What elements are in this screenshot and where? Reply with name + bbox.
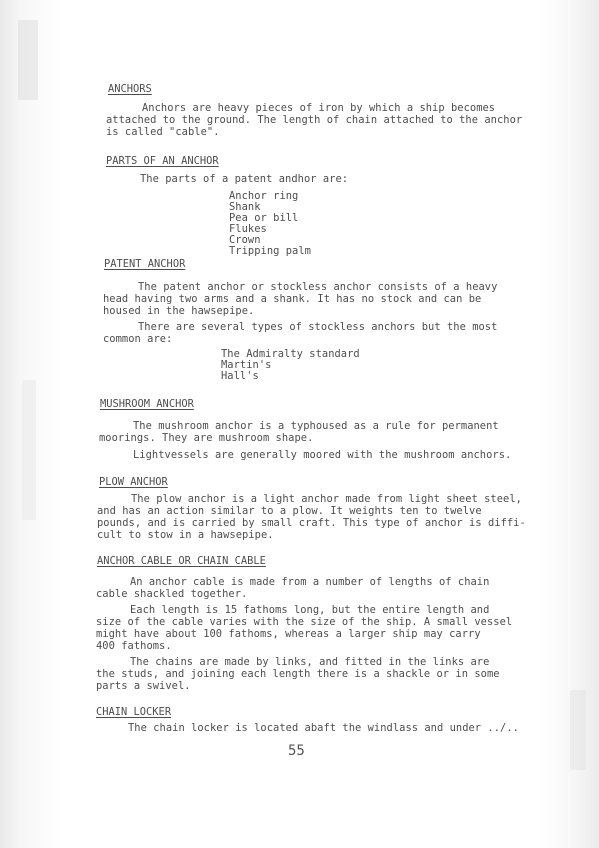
paragraph-line: size of the cable varies with the size of the ship. A small vessel [96,616,513,628]
stockless-type-item: Hall's [221,370,259,382]
parts-list-item: Flukes [229,223,267,235]
paragraph-line: moorings. They are mushroom shape. [99,432,314,444]
paragraph-line: The chains are made by links, and fitted in the links are [130,656,490,668]
paragraph-line: and has an action similar to a plow. It weights ten to twelve [97,505,482,517]
stockless-type-item: The Admiralty standard [221,348,360,360]
paragraph-line: cable shackled together. [96,588,248,600]
paragraph-line: parts a swivel. [96,680,191,692]
paragraph-line: The plow anchor is a light anchor made from light sheet steel, [131,493,522,505]
paragraph-line: The mushroom anchor is a typhoused as a rule for permanent [133,420,499,432]
paragraph-line: the studs, and joining each length there is a shackle or in some [96,668,500,680]
paragraph-line: The chain locker is located abaft the windlass and under ../.. [128,722,519,734]
parts-list-item: Shank [229,201,261,213]
parts-list-item: Crown [229,234,261,246]
heading-anchor-cable: ANCHOR CABLE OR CHAIN CABLE [97,555,266,567]
paragraph-line: head having two arms and a shank. It has no stock and can be [103,293,482,305]
paragraph-line: pounds, and is carried by small craft. This type of anchor is diffi- [97,517,526,529]
paragraph-line: The patent anchor or stockless anchor consists of a heavy [138,281,498,293]
paragraph-line: Each length is 15 fathoms long, but the entire length and [130,604,490,616]
paragraph-line: housed in the hawsepipe. [103,305,255,317]
parts-list-item: Pea or bill [229,212,299,224]
heading-mushroom-anchor: MUSHROOM ANCHOR [100,398,194,410]
paragraph-line: cult to stow in a hawsepipe. [97,529,274,541]
paragraph-line: might have about 100 fathoms, whereas a larger ship may carry [96,628,481,640]
page-number: 55 [288,743,305,759]
paragraph-line: Anchors are heavy pieces of iron by which a ship becomes [142,102,496,114]
paragraph-line: 400 fathoms. [96,640,172,652]
heading-patent-anchor: PATENT ANCHOR [104,258,186,270]
paragraph-line: common are: [103,333,173,345]
paragraph-line: There are several types of stockless anchors but the most [138,321,498,333]
heading-anchors: ANCHORS [108,83,152,95]
scan-artifact-left-lower [22,380,36,520]
paragraph-line: attached to the ground. The length of chain attached to the anchor [106,114,523,126]
heading-plow-anchor: PLOW ANCHOR [99,476,168,488]
heading-chain-locker: CHAIN LOCKER [96,706,172,718]
paragraph-line: Lightvessels are generally moored with the mushroom anchors. [133,449,512,461]
scan-artifact-left [18,20,38,100]
heading-parts-of-an-anchor: PARTS OF AN ANCHOR [106,155,219,167]
paragraph-line: is called "cable". [106,126,220,138]
parts-list-item: Anchor ring [229,190,299,202]
scan-artifact-right [570,690,586,770]
paragraph-line: An anchor cable is made from a number of lengths of chain [130,576,490,588]
stockless-type-item: Martin's [221,359,272,371]
parts-list-item: Tripping palm [229,245,311,257]
parts-intro: The parts of a patent andhor are: [140,173,349,185]
